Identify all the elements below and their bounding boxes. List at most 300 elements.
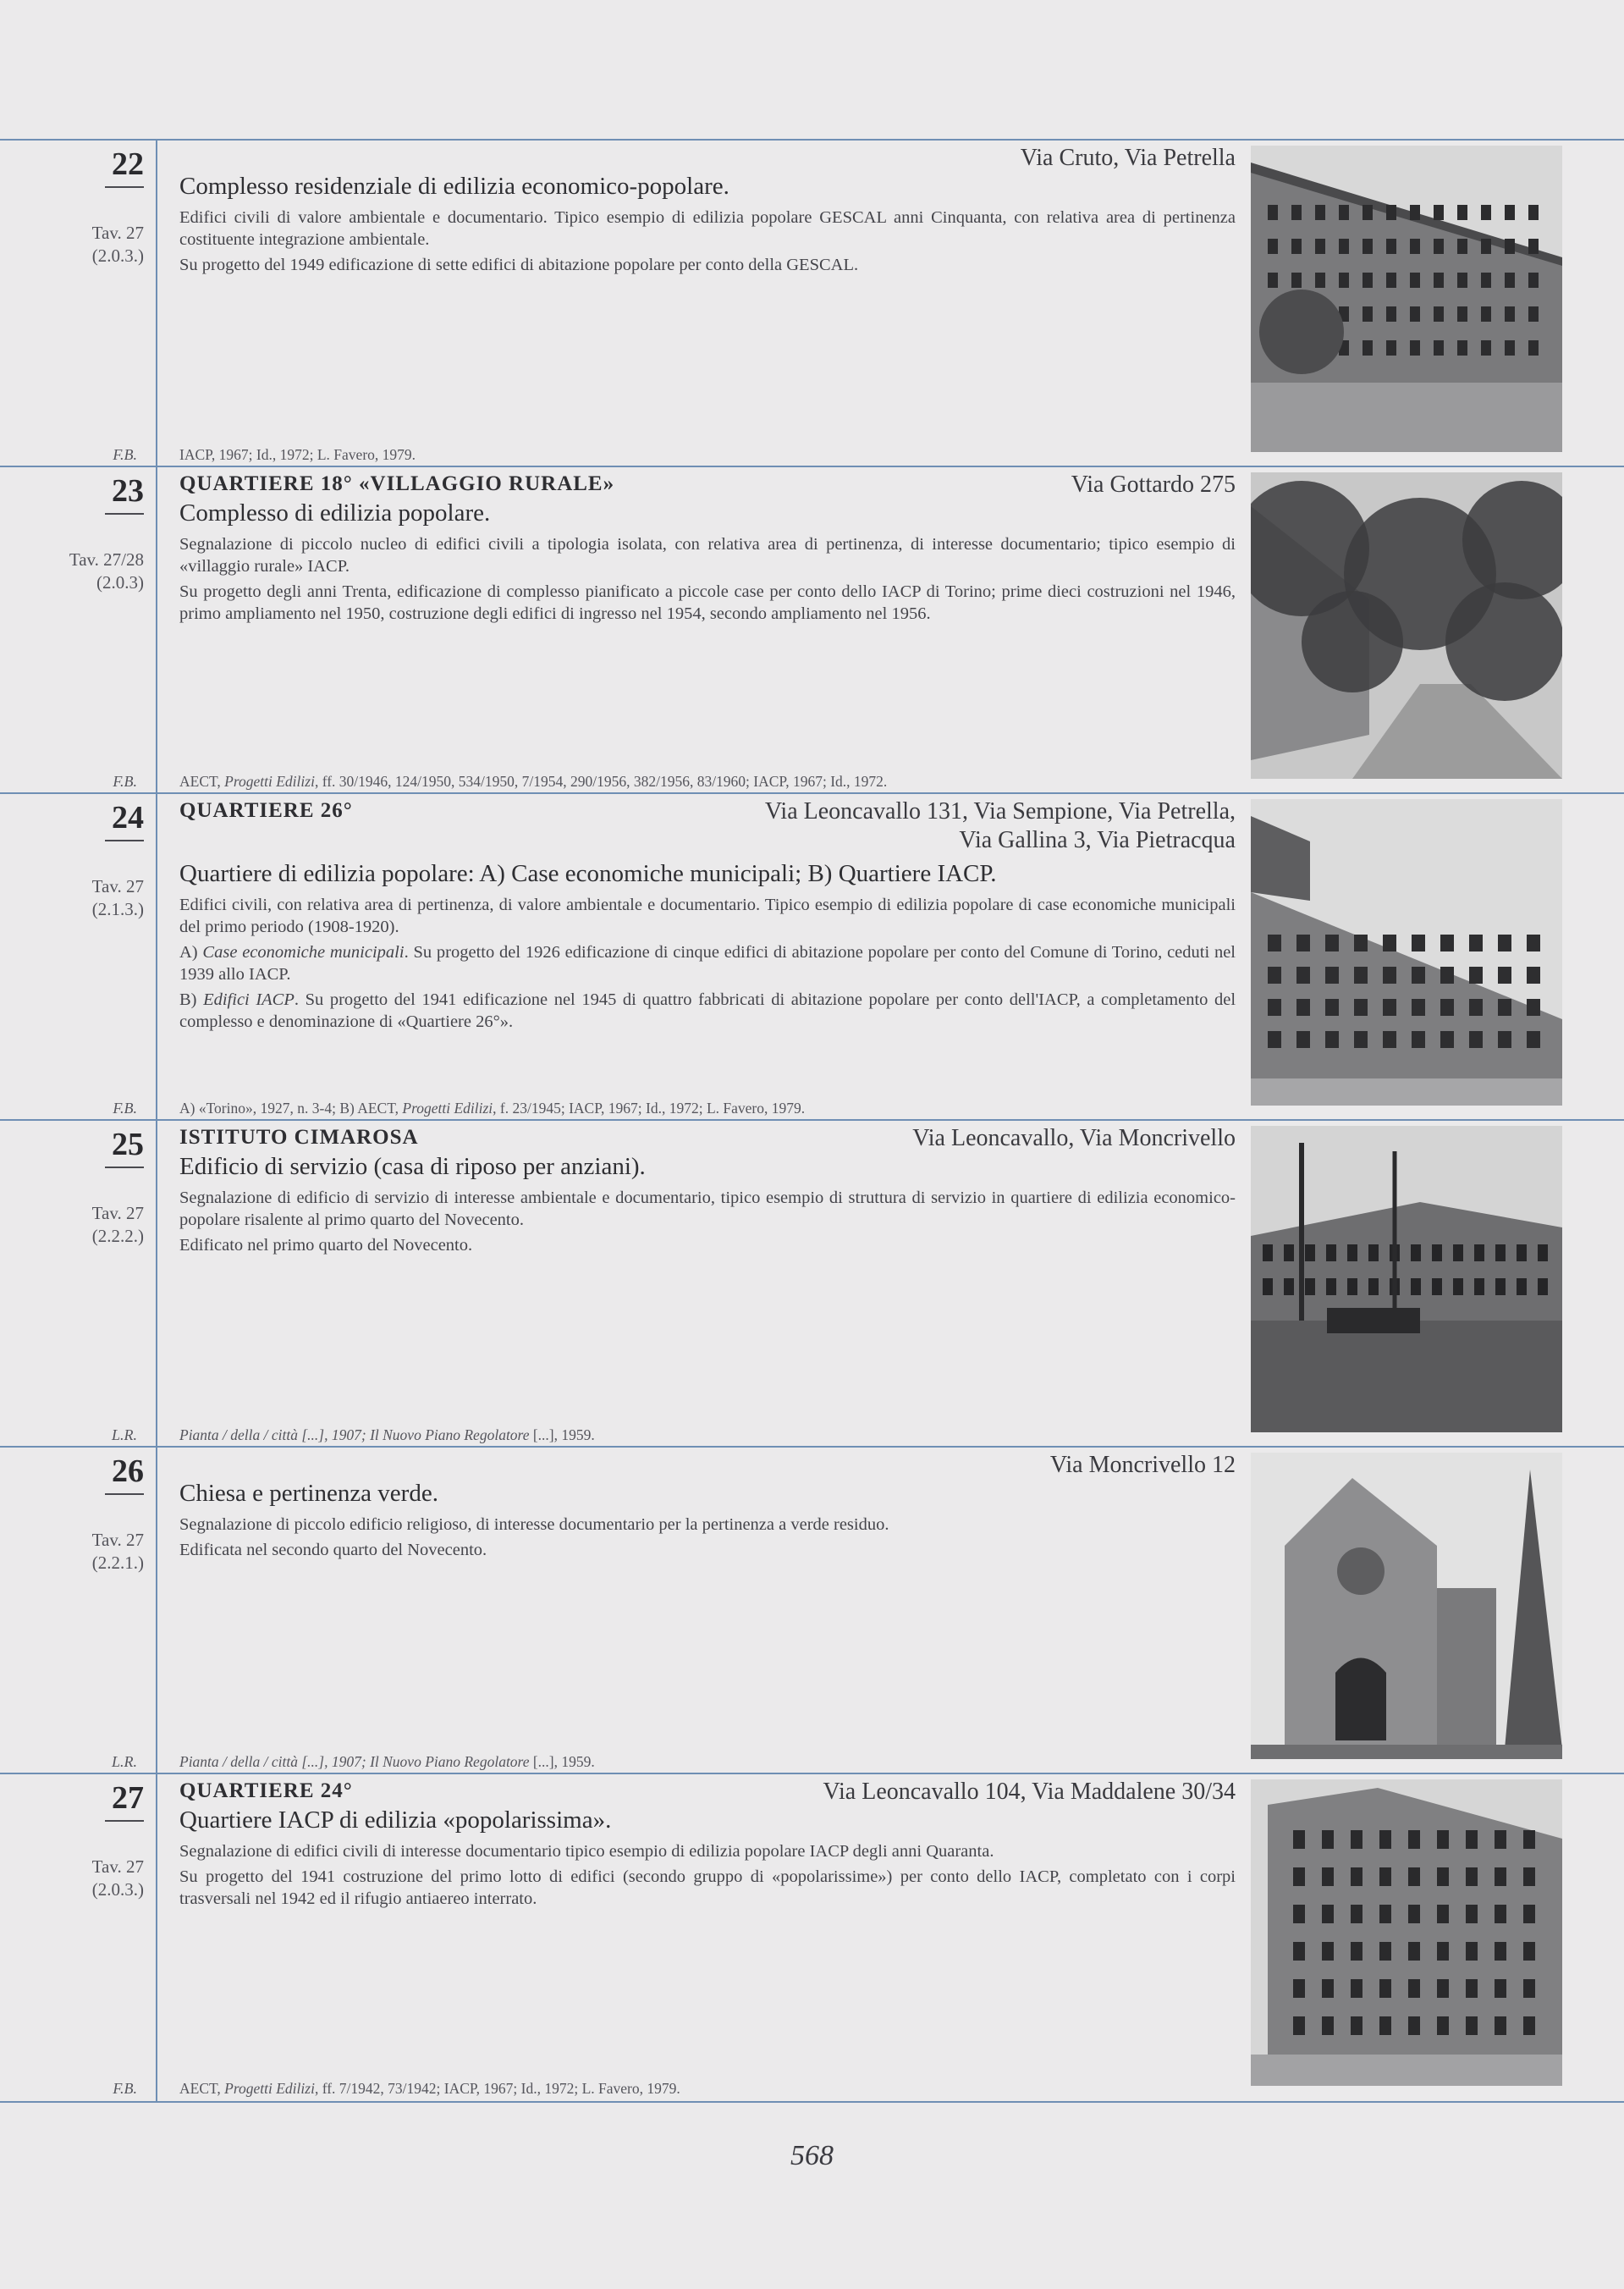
text-run: B) [179, 990, 204, 1009]
table-reference-line: Tav. 27 [91, 1203, 144, 1223]
text-run: Segnalazione di piccolo nucleo di edifici civili a tipologia isolata, con relativa area di pertinenza, di interesse documentario; tipico esempio di «villaggio rurale» IACP. [179, 535, 1236, 576]
text-run: Il Nuovo Piano Regolatore [370, 1753, 530, 1770]
photo-window [1351, 1867, 1363, 1886]
photo-window [1528, 205, 1539, 220]
photo-window [1284, 1278, 1294, 1295]
building-name: QUARTIERE 26° [179, 799, 353, 822]
text-run: Edifici IACP [203, 990, 295, 1009]
text-run: IACP, 1967; Id., 1972; L. Favero, 1979. [179, 446, 416, 463]
photo-window [1322, 1942, 1334, 1961]
photo-church-door [1335, 1658, 1386, 1741]
photo-window [1410, 273, 1420, 288]
photo-window [1291, 239, 1302, 254]
table-reference-line: Tav. 27 [91, 223, 144, 243]
photo-window [1434, 340, 1444, 356]
photo-window [1453, 1278, 1463, 1295]
photo-window [1354, 1031, 1368, 1048]
entry-text [179, 794, 1236, 1121]
text-run: A) «Torino», 1927, n. 3-4; B) AECT, [179, 1100, 403, 1117]
street-address [912, 1124, 1236, 1153]
photo-window [1339, 239, 1349, 254]
photo-window [1466, 1830, 1478, 1849]
description-paragraph [179, 1187, 1236, 1231]
photo-window [1293, 1979, 1305, 1998]
text-run: . Su progetto del 1941 edificazione nel 1945 di quattro fabbricati di abitazione popolare per conto dell'IACP, a completamento del complesso e denominazione di «Quartiere 26°». [179, 990, 1236, 1031]
photo-window [1368, 1244, 1379, 1261]
photo-window [1505, 273, 1515, 288]
photo-window [1411, 1278, 1421, 1295]
building-name: ISTITUTO CIMAROSA [179, 1126, 419, 1149]
photo-window [1296, 999, 1310, 1016]
photo-window [1466, 2016, 1478, 2035]
photo-window [1315, 273, 1325, 288]
photo-window [1538, 1244, 1548, 1261]
photo-window [1495, 2016, 1506, 2035]
photo-window [1322, 1867, 1334, 1886]
photo-window [1347, 1244, 1357, 1261]
photo-ground [1251, 1745, 1562, 1759]
photo-window [1437, 1905, 1449, 1923]
photo-window [1296, 935, 1310, 951]
photo-window [1523, 1905, 1535, 1923]
photo-window [1412, 967, 1425, 984]
description-paragraph [179, 941, 1236, 985]
photo-window [1354, 967, 1368, 984]
bibliographic-references [179, 1426, 595, 1444]
photo-window [1293, 1867, 1305, 1886]
address-line: Via Leoncavallo, Via Moncrivello [912, 1125, 1236, 1151]
photo-istituto-building [1251, 1126, 1562, 1432]
photo-church-side [1437, 1588, 1496, 1749]
text-run: Segnalazione di piccolo edificio religioso, di interesse documentario per la pertinenza a verde residuo. [179, 1515, 889, 1534]
photo-window [1363, 273, 1373, 288]
bibliographic-references [179, 2080, 680, 2098]
table-reference [92, 875, 144, 921]
entry-26 [0, 1446, 1624, 1774]
photo-window [1386, 239, 1396, 254]
photo-window [1434, 306, 1444, 322]
author-initials: L.R. [111, 1753, 137, 1770]
photo-window [1315, 239, 1325, 254]
photo-window [1383, 1031, 1396, 1048]
photo-window [1293, 2016, 1305, 2035]
photo-road [1251, 1321, 1562, 1432]
photo-window [1469, 967, 1483, 984]
photo-window [1469, 1031, 1483, 1048]
table-reference-line: (2.2.1.) [91, 1553, 144, 1573]
photo-window [1523, 1867, 1535, 1886]
description-paragraph [179, 533, 1236, 577]
table-reference [69, 549, 144, 594]
photo-window [1538, 1278, 1548, 1295]
photo-illustration [1251, 1126, 1562, 1432]
photo-window [1368, 1278, 1379, 1295]
text-run: Su progetto del 1941 costruzione del primo lotto di edifici (secondo gruppo di «popolarissime») per conto dello IACP, completato con i corpi trasversali nel 1942 ed il rifugio antiaereo interrato. [179, 1867, 1236, 1908]
photo-window [1498, 967, 1511, 984]
photo-window [1505, 239, 1515, 254]
photo-window [1284, 1244, 1294, 1261]
photo-window [1469, 999, 1483, 1016]
building-type-title: Chiesa e pertinenza verde. [179, 1480, 438, 1507]
photo-window [1412, 999, 1425, 1016]
photo-window [1386, 340, 1396, 356]
building-name: QUARTIERE 18° «VILLAGGIO RURALE» [179, 472, 615, 495]
photo-window [1505, 306, 1515, 322]
photo-window [1528, 273, 1539, 288]
address-line: Via Moncrivello 12 [1049, 1452, 1236, 1478]
photo-window [1440, 967, 1454, 984]
table-reference-line: (2.0.3) [96, 572, 144, 593]
street-address [1071, 471, 1236, 499]
building-type-title: Complesso di edilizia popolare. [179, 499, 491, 527]
photo-tree [1302, 591, 1403, 692]
photo-window [1408, 1979, 1420, 1998]
photo-window [1434, 205, 1444, 220]
entry-margin [0, 141, 157, 467]
photo-window [1325, 967, 1339, 984]
author-initials: F.B. [113, 773, 137, 790]
entry-text [179, 141, 1236, 467]
table-reference [92, 1529, 144, 1575]
photo-church [1251, 1453, 1562, 1759]
photo-window [1523, 1979, 1535, 1998]
photo-window [1457, 205, 1467, 220]
photo-window [1408, 1867, 1420, 1886]
photo-window [1437, 2016, 1449, 2035]
photo-window [1495, 1905, 1506, 1923]
photo-window [1351, 1905, 1363, 1923]
photo-window [1498, 1031, 1511, 1048]
text-run: Pianta / della / città [...], 1907; [179, 1753, 371, 1770]
photo-street [1251, 1078, 1562, 1106]
entry-text [179, 467, 1236, 794]
photo-housing-blocks [1251, 799, 1562, 1106]
text-run: AECT, [179, 2080, 225, 2097]
entry-margin [0, 1448, 157, 1774]
text-run: Su progetto degli anni Trenta, edificazione di complesso pianificato a piccole case per conto dello IACP di Torino; prime dieci costruzioni nel 1946, primo ampliamento nel 1950, costruzione degli edifici di ingresso nel 1954, secondo ampliamento nel 1956. [179, 582, 1236, 623]
photo-window [1434, 273, 1444, 288]
photo-window [1527, 935, 1540, 951]
number-underline [105, 840, 144, 841]
text-run: Progetti Edilizi [224, 2080, 315, 2097]
photo-window [1339, 205, 1349, 220]
entry-22 [0, 139, 1624, 467]
photo-window [1481, 273, 1491, 288]
photo-window [1495, 1867, 1506, 1886]
text-run: Edifici civili di valore ambientale e documentario. Tipico esempio di edilizia popolare GESCAL anni Cinquanta, con relativa area di pertinenza costituente integrazione ambientale. [179, 208, 1236, 249]
table-reference-line: (2.2.2.) [91, 1226, 144, 1246]
text-run: Segnalazione di edifici civili di interesse documentario tipico esempio di edilizia popolare IACP degli anni Quaranta. [179, 1842, 994, 1861]
photo-window [1466, 1942, 1478, 1961]
photo-window [1305, 1278, 1315, 1295]
table-reference-line: Tav. 27 [91, 876, 144, 896]
description-paragraph [179, 1514, 1236, 1536]
photo-window [1315, 205, 1325, 220]
author-initials: F.B. [113, 1100, 137, 1117]
photo-window [1523, 1830, 1535, 1849]
photo-window [1498, 935, 1511, 951]
table-reference-line: Tav. 27/28 [69, 549, 144, 570]
photo-window [1411, 1244, 1421, 1261]
photo-window [1363, 205, 1373, 220]
photo-window [1263, 1278, 1273, 1295]
description-paragraph [179, 1840, 1236, 1862]
photo-window [1383, 999, 1396, 1016]
photo-tree-lined-street [1251, 472, 1562, 779]
text-run: Pianta / della / città [...], 1907; [179, 1426, 371, 1443]
address-line: Via Gallina 3, Via Pietracqua [959, 827, 1236, 853]
photo-illustration [1251, 1779, 1562, 2086]
photo-window [1322, 1830, 1334, 1849]
photo-window [1481, 306, 1491, 322]
entry-24 [0, 792, 1624, 1121]
photo-window [1293, 1905, 1305, 1923]
photo-window [1379, 1979, 1391, 1998]
entry-text [179, 1448, 1236, 1774]
photo-window [1432, 1278, 1442, 1295]
photo-window [1268, 1031, 1281, 1048]
entry-number: 27 [112, 1780, 144, 1816]
number-underline [105, 1167, 144, 1168]
photo-window [1517, 1244, 1527, 1261]
photo-window [1474, 1244, 1484, 1261]
photo-window [1495, 1244, 1506, 1261]
entry-margin [0, 467, 157, 794]
entry-margin [0, 1774, 157, 2101]
photo-window [1495, 1979, 1506, 1998]
description-paragraph [179, 254, 1236, 276]
photo-window [1322, 1979, 1334, 1998]
photo-window [1466, 1905, 1478, 1923]
photo-window [1351, 1830, 1363, 1849]
text-run: [...], 1959. [529, 1753, 595, 1770]
text-run: Il Nuovo Piano Regolatore [370, 1426, 530, 1443]
photo-window [1481, 205, 1491, 220]
table-reference [92, 222, 144, 268]
photo-window [1481, 239, 1491, 254]
photo-window [1437, 1942, 1449, 1961]
bibliographic-references [179, 1753, 595, 1771]
photo-window [1268, 205, 1278, 220]
entry-number: 25 [112, 1127, 144, 1162]
address-line: Via Cruto, Via Petrella [1020, 145, 1236, 171]
photo-window [1351, 2016, 1363, 2035]
description [179, 1514, 1236, 1564]
description-paragraph [179, 894, 1236, 938]
photo-window [1469, 935, 1483, 951]
table-reference-line: (2.0.3.) [91, 245, 144, 266]
entry-27 [0, 1773, 1624, 2103]
street-address [1021, 144, 1236, 173]
photo-window [1322, 2016, 1334, 2035]
text-run: Progetti Edilizi [402, 1100, 493, 1117]
description-paragraph [179, 581, 1236, 625]
photo-window [1379, 1942, 1391, 1961]
photo-window [1354, 935, 1368, 951]
building-type-title: Quartiere IACP di edilizia «popolarissima». [179, 1806, 612, 1834]
photo-window [1268, 239, 1278, 254]
photo-window [1293, 1830, 1305, 1849]
photo-window [1326, 1278, 1336, 1295]
photo-window [1410, 205, 1420, 220]
photo-window [1517, 1278, 1527, 1295]
photo-window [1437, 1979, 1449, 1998]
text-run: , ff. 7/1942, 73/1942; IACP, 1967; Id., 1972; L. Favero, 1979. [314, 2080, 680, 2097]
photo-window [1386, 205, 1396, 220]
description-paragraph [179, 989, 1236, 1033]
photo-window [1495, 1942, 1506, 1961]
photo-illustration [1251, 472, 1562, 779]
photo-window [1412, 1031, 1425, 1048]
photo-window [1457, 340, 1467, 356]
photo-window [1528, 340, 1539, 356]
street-address [1050, 1451, 1236, 1480]
table-reference-line: Tav. 27 [91, 1856, 144, 1877]
photo-window [1412, 935, 1425, 951]
description [179, 894, 1236, 1036]
entry-margin [0, 1121, 157, 1448]
photo-window [1339, 273, 1349, 288]
photo-window [1495, 1278, 1506, 1295]
photo-window [1354, 999, 1368, 1016]
address-line: Via Gottardo 275 [1071, 472, 1236, 498]
photo-window [1293, 1942, 1305, 1961]
entry-text [179, 1774, 1236, 2101]
photo-window [1325, 935, 1339, 951]
photo-window [1291, 273, 1302, 288]
text-run: , ff. 30/1946, 124/1950, 534/1950, 7/1954, 290/1956, 382/1956, 83/1960; IACP, 1967; Id., 1972. [314, 773, 888, 790]
table-reference-line: (2.1.3.) [91, 899, 144, 919]
photo-window [1379, 1830, 1391, 1849]
photo-tree [1445, 582, 1562, 701]
text-run: . Su progetto del 1926 edificazione di cinque edifici di abitazione popolare per conto del Comune di Torino, ceduti nel 1939 allo IACP. [179, 943, 1236, 984]
photo-window [1457, 239, 1467, 254]
entry-25 [0, 1119, 1624, 1448]
entry-23 [0, 466, 1624, 794]
number-underline [105, 513, 144, 515]
photo-window [1363, 239, 1373, 254]
photo-street [1251, 383, 1562, 452]
photo-window [1383, 967, 1396, 984]
photo-window [1351, 1942, 1363, 1961]
text-run: Edifici civili, con relativa area di pertinenza, di valore ambientale e documentario. Tipico esempio di edilizia popolare di case economiche municipali del primo periodo (1908-1920). [179, 896, 1236, 936]
photo-church-rosette [1337, 1547, 1385, 1595]
photo-window [1383, 935, 1396, 951]
text-run: Segnalazione di edificio di servizio di interesse ambientale e documentario, tipico esempio di struttura di servizio in quartiere di edilizia economico-popolare risalente al primo quarto del Novecento. [179, 1189, 1236, 1229]
photo-window [1466, 1867, 1478, 1886]
photo-window [1268, 999, 1281, 1016]
photo-window [1523, 1942, 1535, 1961]
photo-window [1437, 1867, 1449, 1886]
photo-window [1410, 239, 1420, 254]
photo-window [1268, 967, 1281, 984]
photo-window [1453, 1244, 1463, 1261]
table-reference-line: Tav. 27 [91, 1530, 144, 1550]
photo-window [1474, 1278, 1484, 1295]
photo-window [1386, 273, 1396, 288]
text-run: Progetti Edilizi [224, 773, 315, 790]
text-run: Su progetto del 1949 edificazione di sette edifici di abitazione popolare per conto della GESCAL. [179, 256, 859, 274]
entry-number: 23 [112, 473, 144, 509]
photo-window [1440, 1031, 1454, 1048]
photo-illustration [1251, 1453, 1562, 1759]
photo-window [1457, 273, 1467, 288]
photo-window [1457, 306, 1467, 322]
photo-window [1440, 999, 1454, 1016]
description [179, 1840, 1236, 1913]
photo-window [1268, 273, 1278, 288]
number-underline [105, 186, 144, 188]
page-number: 568 [790, 2140, 834, 2171]
author-initials: F.B. [113, 2080, 137, 2097]
bibliographic-references [179, 773, 887, 791]
photo-window [1386, 306, 1396, 322]
building-type-title: Quartiere di edilizia popolare: A) Case economiche municipali; B) Quartiere IACP. [179, 860, 997, 887]
text-run: Case economiche municipali [202, 943, 405, 962]
photo-window [1410, 340, 1420, 356]
photo-apartment-block [1251, 146, 1562, 452]
photo-window [1528, 306, 1539, 322]
entry-number: 22 [112, 146, 144, 182]
building-type-title: Edificio di servizio (casa di riposo per anziani). [179, 1153, 646, 1180]
entry-number: 26 [112, 1453, 144, 1489]
photo-window [1481, 340, 1491, 356]
photo-illustration [1251, 146, 1562, 452]
text-run: Edificato nel primo quarto del Novecento. [179, 1236, 473, 1255]
photo-window [1410, 306, 1420, 322]
photo-window [1466, 1979, 1478, 1998]
photo-window [1263, 1244, 1273, 1261]
photo-window [1296, 1031, 1310, 1048]
description [179, 1187, 1236, 1260]
photo-corner-block [1251, 1779, 1562, 2086]
photo-window [1363, 306, 1373, 322]
table-reference-line: (2.0.3.) [91, 1879, 144, 1900]
photo-window [1379, 2016, 1391, 2035]
photo-window [1495, 1830, 1506, 1849]
photo-window [1527, 1031, 1540, 1048]
entry-text [179, 1121, 1236, 1448]
author-initials: F.B. [113, 446, 137, 463]
text-run: AECT, [179, 773, 225, 790]
street-address [823, 1778, 1236, 1806]
text-run: [...], 1959. [529, 1426, 595, 1443]
description-paragraph [179, 1866, 1236, 1910]
photo-window [1527, 999, 1540, 1016]
bibliographic-references [179, 1100, 805, 1117]
text-run: Edificata nel secondo quarto del Novecento. [179, 1541, 487, 1559]
photo-window [1347, 1278, 1357, 1295]
description-paragraph [179, 1539, 1236, 1561]
photo-window [1408, 2016, 1420, 2035]
entry-number: 24 [112, 800, 144, 836]
number-underline [105, 1820, 144, 1822]
photo-street [1251, 2055, 1562, 2086]
photo-window [1408, 1830, 1420, 1849]
description-paragraph [179, 207, 1236, 251]
building-name: QUARTIERE 24° [179, 1779, 353, 1802]
building-type-title: Complesso residenziale di edilizia economico-popolare. [179, 173, 729, 200]
photo-window [1437, 1830, 1449, 1849]
photo-window [1408, 1905, 1420, 1923]
photo-window [1363, 340, 1373, 356]
photo-window [1527, 967, 1540, 984]
entry-margin [0, 794, 157, 1121]
photo-window [1505, 205, 1515, 220]
photo-window [1351, 1979, 1363, 1998]
photo-window [1498, 999, 1511, 1016]
text-run: , f. 23/1945; IACP, 1967; Id., 1972; L. Favero, 1979. [493, 1100, 806, 1117]
